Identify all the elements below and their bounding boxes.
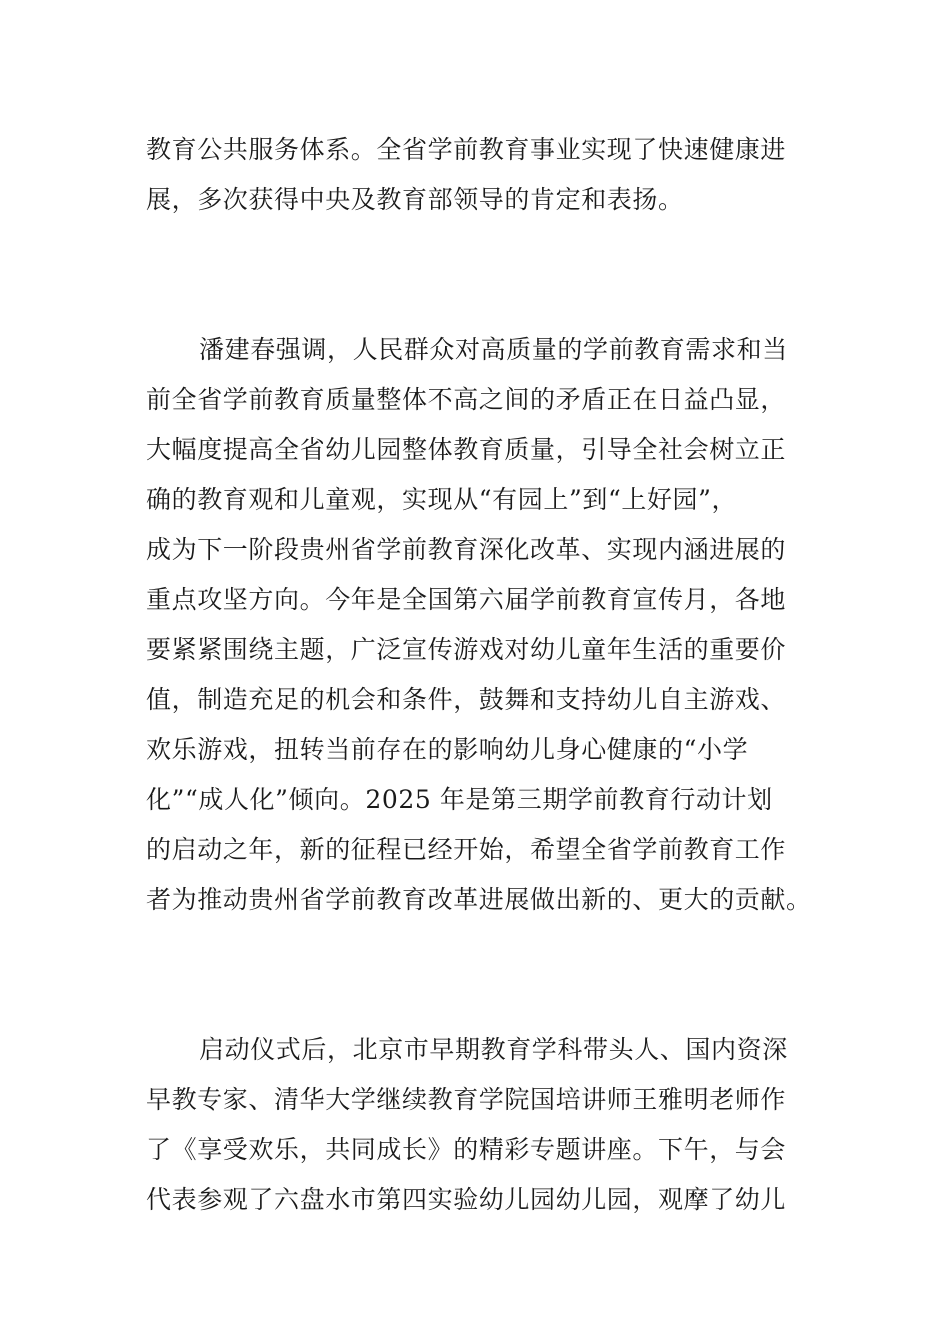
text-line: 代表参观了六盘水市第四实验幼儿园幼儿园，观摩了幼儿 bbox=[146, 1185, 787, 1214]
text-line: 值，制造充足的机会和条件，鼓舞和支持幼儿自主游戏、 bbox=[146, 685, 787, 714]
text-line: 教育公共服务体系。全省学前教育事业实现了快速健康进 bbox=[146, 135, 787, 164]
text-line: 潘建春强调，人民群众对高质量的学前教育需求和当 bbox=[199, 335, 788, 364]
text-line: 要紧紧围绕主题，广泛宣传游戏对幼儿童年生活的重要价 bbox=[146, 635, 787, 664]
text-line: 者为推动贵州省学前教育改革进展做出新的、更大的贡献。 bbox=[146, 885, 812, 914]
text-line: 前全省学前教育质量整体不高之间的矛盾正在日益凸显， bbox=[146, 385, 787, 414]
text-line: 展，多次获得中央及教育部领导的肯定和表扬。 bbox=[146, 185, 684, 214]
text-line: 确的教育观和儿童观，实现从“有园上”到“上好园”， bbox=[146, 485, 738, 514]
text-line: 化”“成人化”倾向。2025 年是第三期学前教育行动计划 bbox=[146, 785, 773, 814]
text-line: 欢乐游戏，扭转当前存在的影响幼儿身心健康的“小学 bbox=[146, 735, 749, 764]
text-line: 成为下一阶段贵州省学前教育深化改革、实现内涵进展的 bbox=[146, 535, 787, 564]
text-line: 重点攻坚方向。今年是全国第六届学前教育宣传月，各地 bbox=[146, 585, 787, 614]
text-line: 启动仪式后，北京市早期教育学科带头人、国内资深 bbox=[199, 1035, 788, 1064]
text-line: 早教专家、清华大学继续教育学院国培讲师王雅明老师作 bbox=[146, 1085, 787, 1114]
text-line: 的启动之年，新的征程已经开始，希望全省学前教育工作 bbox=[146, 835, 787, 864]
text-line: 大幅度提高全省幼儿园整体教育质量，引导全社会树立正 bbox=[146, 435, 787, 464]
text-line: 了《享受欢乐，共同成长》的精彩专题讲座。下午，与会 bbox=[146, 1135, 787, 1164]
